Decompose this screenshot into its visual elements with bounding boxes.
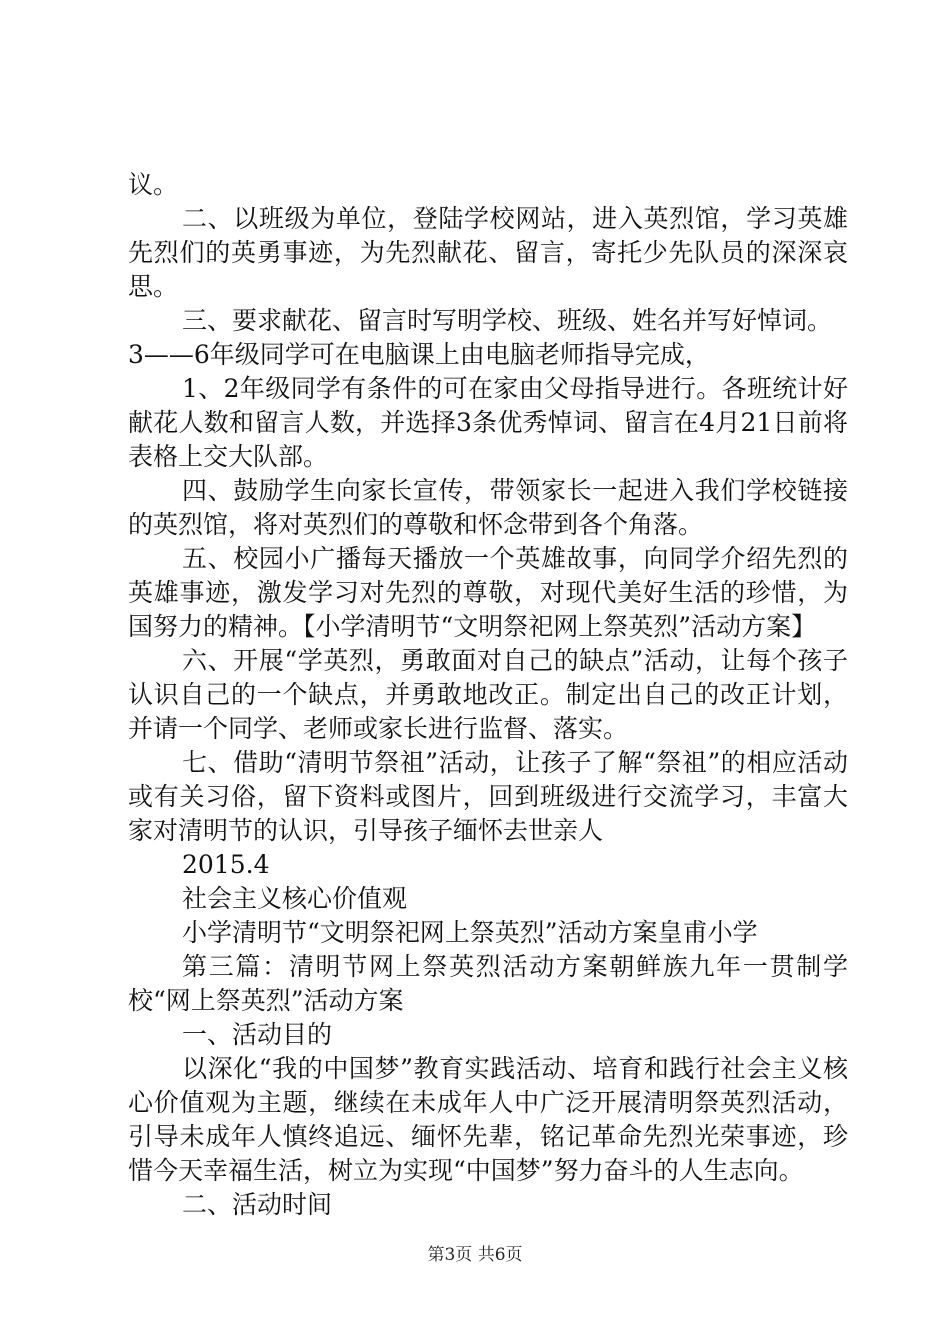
paragraph-item-5: 五、校园小广播每天播放一个英雄故事，向同学介绍先烈的英雄事迹，激发学习对先烈的尊敬，对现代美好生活的珍惜，为国努力的精神。【小学清明节“文明祭祀网上祭英烈”活动方案】 [128,544,848,641]
page-number-footer: 第3页 共6页 [427,1245,523,1265]
paragraph-grades-1-2: 1、2年级同学有条件的可在家由父母指导进行。各班统计好献花人数和留言人数，并选择3条优秀悼词、留言在4月21日前将表格上交大队部。 [128,374,848,471]
paragraph-activity-purpose: 以深化“我的中国梦”教育实践活动、培育和践行社会主义核心价值观为主题，继续在未成年人中广泛开展清明祭英烈活动，引导未成年人慎终追远、缅怀先辈，铭记革命先烈光荣事迹，珍惜今天幸福生活，树立为实现“中国梦”努力奋斗的人生志向。 [128,1054,848,1185]
paragraph-continuation: 议。 [128,170,179,199]
heading-activity-purpose: 一、活动目的 [182,1020,333,1049]
paragraph-item-4: 四、鼓励学生向家长宣传，带领家长一起进入我们学校链接的英烈馆，将对英烈们的尊敬和怀念带到各个角落。 [128,476,848,539]
section-three-heading: 第三篇：清明节网上祭英烈活动方案朝鲜族九年一贯制学校“网上祭英烈”活动方案 [128,952,848,1015]
paragraph-item-7: 七、借助“清明节祭祖”活动，让孩子了解“祭祖”的相应活动或有关习俗，留下资料或图片，回到班级进行交流学习，丰富大家对清明节的认识，引导孩子缅怀去世亲人 [128,748,848,845]
paragraph-item-2: 二、以班级为单位，登陆学校网站，进入英烈馆，学习英雄先烈们的英勇事迹，为先烈献花、留言，寄托少先队员的深深哀思。 [128,204,848,301]
paragraph-grades-3-6: 3——6年级同学可在电脑课上由电脑老师指导完成， [128,340,710,369]
paragraph-item-3: 三、要求献花、留言时写明学校、班级、姓名并写好悼词。 [182,306,833,335]
document-body [128,168,848,1222]
core-values-line: 社会主义核心价值观 [182,884,408,913]
heading-activity-time: 二、活动时间 [182,1190,333,1219]
plan-title-line: 小学清明节“文明祭祀网上祭英烈”活动方案皇甫小学 [182,918,758,947]
date-line: 2015.4 [182,850,270,879]
paragraph-item-6: 六、开展“学英烈，勇敢面对自己的缺点”活动，让每个孩子认识自己的一个缺点，并勇敢地改正。制定出自己的改正计划，并请一个同学、老师或家长进行监督、落实。 [128,646,848,743]
